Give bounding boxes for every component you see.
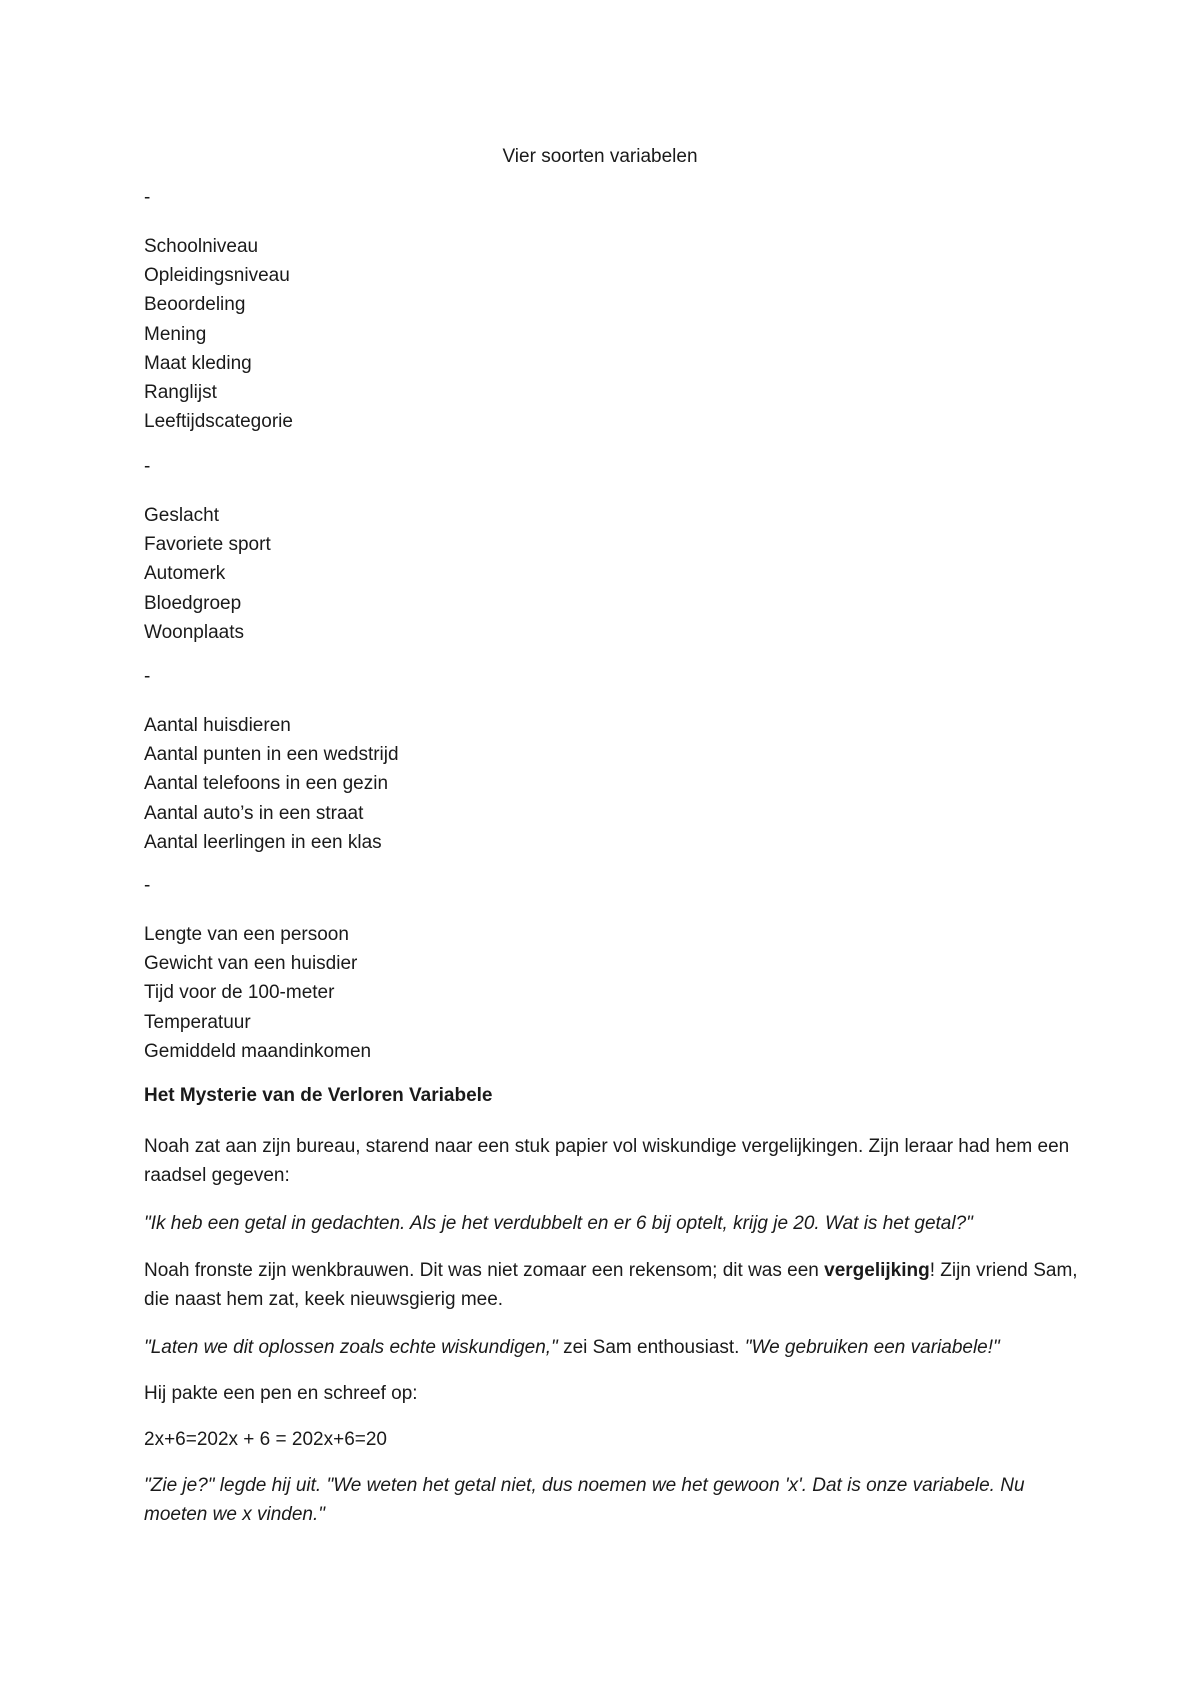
- variable-group-1: [144, 186, 1064, 436]
- story-text: zei Sam enthousiast.: [557, 1337, 745, 1358]
- dash-marker: -: [144, 875, 151, 896]
- list-item: Woonplaats: [144, 621, 244, 643]
- story-text: ! Zijn vriend Sam, die naast hem zat, keek nieuwsgierig mee.: [144, 1260, 1078, 1310]
- list-item: Opleidingsniveau: [144, 265, 290, 287]
- list-item: Gewicht van een huisdier: [144, 953, 358, 975]
- list-item: Ranglijst: [144, 381, 217, 403]
- story-heading: Het Mysterie van de Verloren Variabele: [144, 1085, 493, 1106]
- quote-text: "Laten we dit oplossen zoals echte wiskundigen,": [144, 1337, 558, 1358]
- dash-marker: -: [144, 187, 151, 208]
- variable-group-3: [144, 665, 1064, 857]
- list-item: Beoordeling: [144, 294, 246, 316]
- story-paragraph-7: "Zie je?" legde hij uit. "We weten het getal niet, dus noemen we het gewoon 'x'. Dat is onze variabele. Nu moeten we x vinden.": [144, 1475, 1025, 1525]
- list-item: Favoriete sport: [144, 534, 271, 556]
- dash-marker: -: [144, 666, 151, 687]
- list-item: Leeftijdscategorie: [144, 411, 293, 433]
- list-item: Aantal auto’s in een straat: [144, 802, 364, 824]
- list-item: Lengte van een persoon: [144, 924, 349, 945]
- list-item: Mening: [144, 323, 207, 345]
- story-text: Noah fronste zijn wenkbrauwen. Dit was niet zomaar een rekensom; dit was een: [144, 1260, 825, 1281]
- list-item: Bloedgroep: [144, 592, 242, 614]
- list-item: Aantal telefoons in een gezin: [144, 773, 389, 795]
- story-paragraph-1: Noah zat aan zijn bureau, starend naar een stuk papier vol wiskundige vergelijkingen. Zijn leraar had hem een raadsel gegeven:: [144, 1136, 1070, 1186]
- variable-group-4: [144, 874, 1064, 1066]
- quote-text: "We gebruiken een variabele!": [744, 1337, 1000, 1358]
- equation-line: 2x+6=202x + 6 = 202x+6=20: [144, 1429, 387, 1450]
- dash-marker: -: [144, 456, 151, 477]
- list-item: Temperatuur: [144, 1011, 251, 1033]
- story-paragraph-4: [144, 1333, 1084, 1362]
- list-item: Gemiddeld maandinkomen: [144, 1040, 372, 1062]
- list-item: Schoolniveau: [144, 236, 259, 257]
- list-item: Aantal punten in een wedstrijd: [144, 744, 399, 766]
- list-item: Maat kleding: [144, 352, 252, 374]
- list-item: Geslacht: [144, 505, 219, 526]
- story-paragraph-3: [144, 1256, 1084, 1314]
- list-item: Aantal huisdieren: [144, 715, 291, 736]
- list-item: Aantal leerlingen in een klas: [144, 831, 382, 853]
- story-paragraph-2: "Ik heb een getal in gedachten. Als je het verdubbelt en er 6 bij optelt, krijg je 20. Wat is het getal?": [144, 1213, 973, 1234]
- emphasis-term: vergelijking: [824, 1260, 930, 1281]
- page-title: Vier soorten variabelen: [502, 146, 698, 167]
- variable-group-2: [144, 455, 1064, 647]
- story-paragraph-5: Hij pakte een pen en schreef op:: [144, 1383, 418, 1404]
- list-item: Automerk: [144, 563, 226, 585]
- list-item: Tijd voor de 100-meter: [144, 982, 335, 1004]
